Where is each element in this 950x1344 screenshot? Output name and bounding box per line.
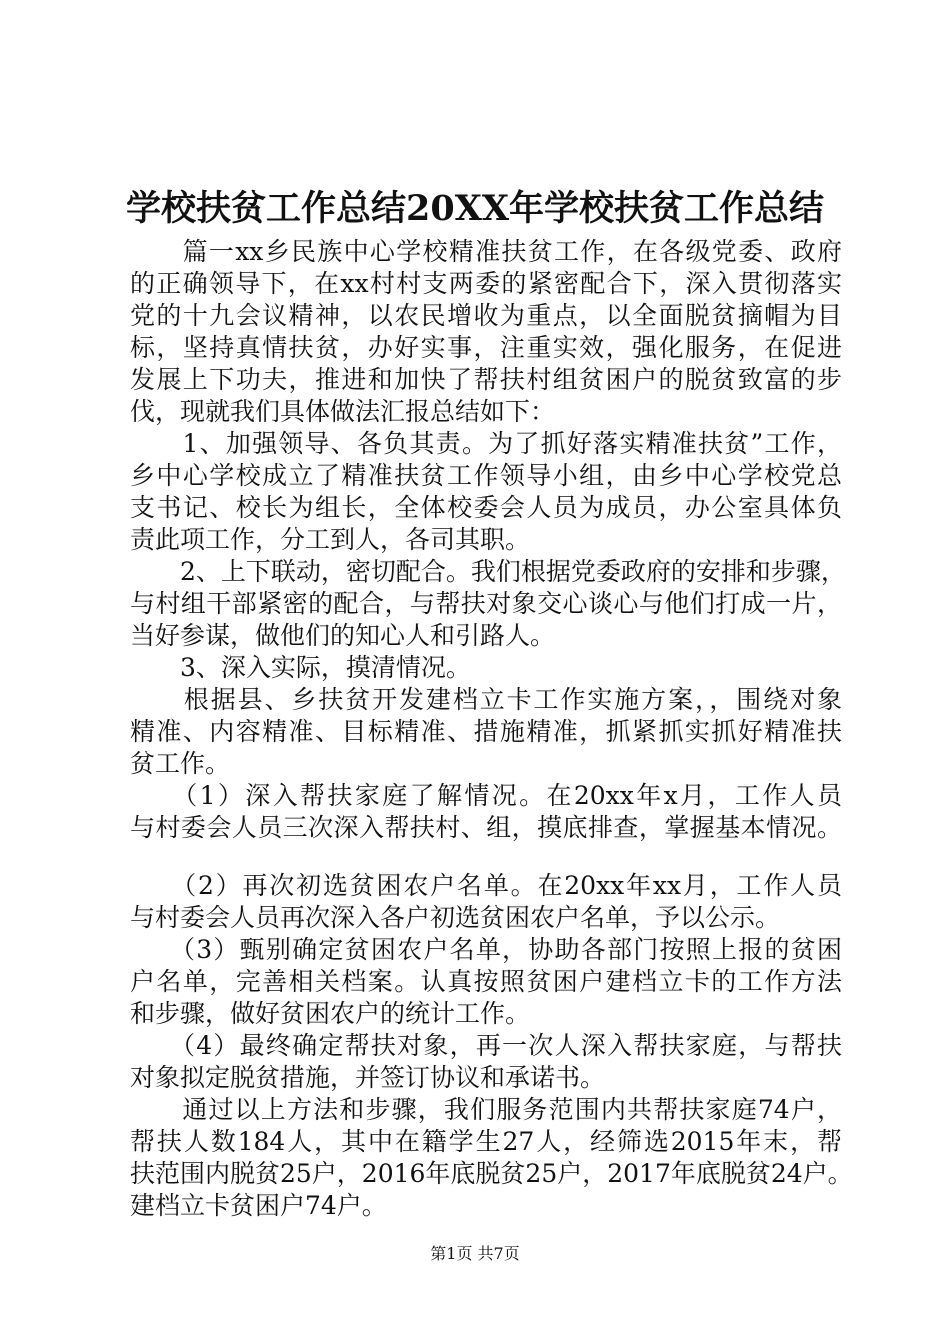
body-line: 和步骤，做好贫困农户的统计工作。 [130, 999, 531, 1028]
body-line: 贫工作。 [130, 749, 231, 778]
body-line: （3）甄别确定贫困农户名单，协助各部门按照上报的贫困 [130, 935, 842, 964]
body-line: 支书记、校长为组长，全体校委会人员为成员，办公室具体负 [130, 493, 842, 522]
body-line: 乡中心学校成立了精准扶贫工作领导小组，由乡中心学校党总 [130, 461, 842, 490]
body-line: （2）再次初选贫困农户名单。在20xx年xx月，工作人员 [130, 871, 842, 900]
body-line: 户名单，完善相关档案。认真按照贫困户建档立卡的工作方法 [130, 967, 842, 996]
body-line: （1）深入帮扶家庭了解情况。在20xx年x月，工作人员 [130, 781, 842, 810]
body-line: 对象拟定脱贫措施，并签订协议和承诺书。 [130, 1063, 606, 1092]
body-line: （4）最终确定帮扶对象，再一次人深入帮扶家庭，与帮扶 [130, 1031, 842, 1060]
page-number-footer: 第1页 共7页 [430, 1244, 520, 1263]
body-line: 扶范围内脱贫25户，2016年底脱贫25户，2017年底脱贫24户。 [130, 1159, 853, 1188]
body-line: 党的十九会议精神，以农民增收为重点，以全面脱贫摘帽为目 [130, 301, 842, 330]
body-line: 与村组干部紧密的配合，与帮扶对象交心谈心与他们打成一片， [130, 589, 842, 618]
body-line: 篇一xx乡民族中心学校精准扶贫工作，在各级党委、政府 [130, 237, 842, 266]
body-line: 根据县、乡扶贫开发建档立卡工作实施方案，，围绕对象 [130, 685, 842, 714]
body-line: 发展上下功夫，推进和加快了帮扶村组贫困户的脱贫致富的步 [130, 365, 842, 394]
body-line: 伐，现就我们具体做法汇报总结如下： [130, 397, 556, 426]
body-line: 与村委会人员再次深入各户初选贫困农户名单，予以公示。 [130, 903, 781, 932]
document-body [130, 236, 853, 1222]
body-line: 建档立卡贫困户74户。 [130, 1191, 387, 1220]
body-line: 精准、内容精准、目标精准、措施精准，抓紧抓实抓好精准扶 [130, 717, 842, 746]
body-line: 责此项工作，分工到人，各司其职。 [130, 525, 531, 554]
body-line: 的正确领导下，在xx村村支两委的紧密配合下，深入贯彻落实 [130, 269, 842, 298]
body-line: 当好参谋，做他们的知心人和引路人。 [130, 621, 556, 650]
paragraph-gap [130, 844, 842, 870]
body-line: 1、加强领导、各负其责。为了抓好落实精准扶贫”工作， [130, 429, 842, 458]
document-title: 学校扶贫工作总结20XX年学校扶贫工作总结 [125, 188, 825, 229]
body-line: 标，坚持真情扶贫，办好实事，注重实效，强化服务，在促进 [130, 333, 842, 362]
body-line: 与村委会人员三次深入帮扶村、组，摸底排查，掌握基本情况。 [130, 813, 842, 842]
body-line: 帮扶人数184人，其中在籍学生27人，经筛选2015年末，帮 [130, 1127, 842, 1156]
body-line: 3、深入实际，摸清情况。 [130, 653, 471, 682]
body-line: 2、上下联动，密切配合。我们根据党委政府的安排和步骤， [130, 557, 846, 586]
body-line: 通过以上方法和步骤，我们服务范围内共帮扶家庭74户， [130, 1095, 842, 1124]
